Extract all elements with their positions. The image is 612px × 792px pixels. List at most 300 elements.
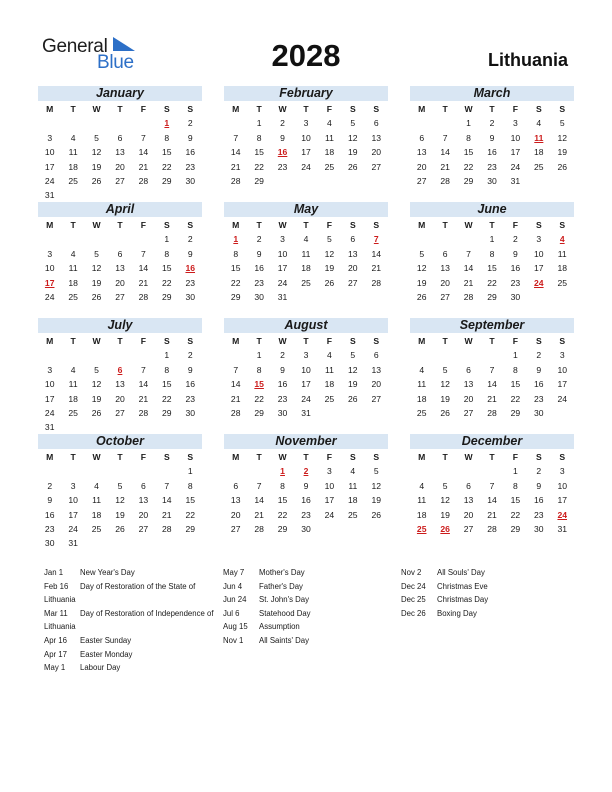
weekday-label: S (187, 452, 194, 462)
day-cell: 28 (371, 277, 382, 288)
day-cell: 12 (115, 495, 125, 506)
day-cell: 30 (487, 175, 497, 186)
day-cell: 22 (510, 393, 521, 404)
day-cell: 24 (301, 393, 311, 404)
day-cell: 2 (256, 234, 262, 245)
weekday-label: M (46, 452, 54, 462)
weekday-label: T (303, 104, 309, 114)
day-cell: 26 (371, 509, 382, 520)
day-cell: 29 (463, 175, 474, 186)
day-cell: 1 (513, 466, 518, 477)
weekday-label: M (46, 336, 54, 346)
day-cell: 24 (301, 161, 311, 172)
day-cell: 18 (416, 509, 427, 520)
holiday-date: Dec 25 (401, 595, 426, 605)
day-cell: 20 (440, 277, 450, 288)
month-header: June (410, 202, 574, 217)
day-cell: 5 (350, 118, 356, 129)
weekday-label: M (46, 104, 54, 114)
weekday-label: W (278, 452, 287, 462)
month-day-grid (38, 102, 202, 203)
day-cell: 9 (187, 248, 193, 259)
weekday-label: W (278, 104, 287, 114)
day-cell: 15 (277, 495, 288, 506)
day-cell: 17 (44, 393, 55, 404)
day-cell: 5 (94, 132, 99, 143)
weekday-label: T (256, 104, 262, 114)
day-cell: 12 (348, 132, 358, 143)
day-cell: 23 (44, 523, 55, 534)
day-cell: 30 (534, 523, 544, 534)
day-cell: 27 (115, 291, 125, 302)
day-cell: 6 (117, 132, 123, 143)
day-cell: 16 (510, 263, 521, 274)
holiday-item (401, 593, 571, 607)
day-cell: 9 (513, 248, 518, 259)
day-cell: 14 (138, 147, 149, 158)
day-cell: 19 (348, 379, 358, 390)
weekday-label: M (418, 452, 426, 462)
day-cell: 5 (327, 234, 332, 245)
holiday-item (223, 620, 393, 634)
day-cell: 1 (164, 350, 170, 361)
holiday-item (44, 607, 216, 634)
month-november (224, 434, 388, 536)
day-cell: 14 (254, 495, 264, 506)
weekday-label: S (373, 336, 380, 346)
day-cell: 20 (463, 509, 474, 520)
day-cell: 14 (487, 495, 497, 506)
weekday-label: T (489, 336, 495, 346)
day-cell: 22 (162, 277, 172, 288)
weekday-label: S (373, 104, 380, 114)
month-day-grid (38, 450, 202, 551)
day-cell: 21 (138, 161, 149, 172)
day-cell: 3 (559, 350, 565, 361)
weekday-label: T (70, 220, 76, 230)
day-cell: 12 (440, 379, 450, 390)
weekday-label: M (232, 220, 240, 230)
day-cell: 31 (44, 190, 55, 201)
day-cell: 25 (68, 291, 78, 302)
day-cell: 20 (115, 393, 125, 404)
day-cell: 24 (557, 393, 568, 404)
holiday-day-cell: 2 (303, 466, 309, 477)
empty-day-cell (85, 116, 108, 130)
holiday-column (401, 566, 571, 620)
day-cell: 2 (187, 234, 193, 245)
weekday-label: S (559, 220, 566, 230)
holiday-date: Nov 1 (223, 635, 244, 645)
day-cell: 9 (536, 364, 542, 375)
empty-day-cell (433, 232, 456, 246)
day-cell: 25 (324, 393, 335, 404)
holiday-date: Jun 4 (223, 581, 243, 591)
weekday-label: T (442, 104, 448, 114)
day-cell: 9 (187, 364, 193, 375)
weekday-label: W (464, 452, 473, 462)
day-cell: 10 (68, 495, 78, 506)
day-cell: 30 (185, 291, 196, 302)
month-december (410, 434, 574, 536)
holiday-column (44, 566, 216, 675)
holiday-day-cell: 4 (559, 234, 565, 245)
day-cell: 21 (230, 393, 241, 404)
weekday-label: F (326, 220, 333, 230)
empty-day-cell (108, 464, 131, 478)
weekday-label: T (489, 104, 495, 114)
day-cell: 4 (94, 480, 99, 491)
day-cell: 30 (185, 175, 196, 186)
day-cell: 17 (277, 263, 288, 274)
day-cell: 3 (303, 118, 309, 129)
day-cell: 27 (463, 523, 474, 534)
day-cell: 12 (91, 263, 102, 274)
day-cell: 28 (138, 291, 149, 302)
empty-day-cell (132, 464, 155, 478)
holiday-name: Labour Day (80, 663, 121, 673)
day-cell: 14 (230, 379, 241, 390)
empty-day-cell (38, 116, 61, 130)
month-july (38, 318, 202, 435)
month-may (224, 202, 388, 304)
day-cell: 11 (301, 248, 311, 259)
weekday-label: T (70, 452, 76, 462)
day-cell: 9 (187, 132, 193, 143)
weekday-label: S (349, 452, 356, 462)
day-cell: 19 (557, 147, 568, 158)
month-day-grid (38, 334, 202, 435)
day-cell: 7 (141, 132, 146, 143)
day-cell: 8 (233, 248, 239, 259)
day-cell: 3 (47, 132, 53, 143)
empty-day-cell (224, 464, 247, 478)
holiday-day-cell: 1 (164, 118, 170, 129)
holiday-day-cell: 25 (416, 523, 427, 534)
month-january (38, 86, 202, 203)
day-cell: 14 (463, 263, 474, 274)
day-cell: 27 (115, 175, 125, 186)
day-cell: 9 (280, 364, 285, 375)
day-cell: 12 (324, 248, 335, 259)
day-cell: 20 (371, 379, 382, 390)
day-cell: 1 (513, 350, 518, 361)
day-cell: 19 (115, 509, 125, 520)
holiday-item (223, 580, 393, 594)
day-cell: 28 (138, 407, 149, 418)
day-cell: 25 (91, 523, 102, 534)
holiday-day-cell: 16 (185, 263, 196, 274)
holiday-name: Day of Restoration of Independence of Lithuania (44, 608, 214, 632)
weekday-label: S (349, 104, 356, 114)
day-cell: 3 (327, 466, 332, 477)
day-cell: 21 (230, 161, 241, 172)
empty-day-cell (61, 116, 84, 130)
day-cell: 31 (301, 407, 311, 418)
day-cell: 28 (487, 407, 497, 418)
holiday-day-cell: 16 (277, 147, 288, 158)
day-cell: 3 (513, 118, 518, 129)
holiday-name: Mother's Day (259, 568, 305, 577)
holiday-name: Day of Restoration of the State of Lithuania (44, 581, 196, 605)
empty-day-cell (85, 464, 108, 478)
holiday-day-cell: 7 (373, 234, 379, 245)
holiday-date: Feb 16 (44, 581, 69, 591)
day-cell: 7 (256, 480, 262, 491)
day-cell: 20 (138, 509, 149, 520)
day-cell: 16 (301, 495, 311, 506)
weekday-label: F (512, 220, 519, 230)
day-cell: 8 (280, 480, 285, 491)
weekday-label: S (559, 336, 566, 346)
month-day-grid (224, 102, 388, 188)
weekday-label: T (303, 336, 309, 346)
day-cell: 31 (557, 523, 568, 534)
day-cell: 27 (371, 393, 382, 404)
empty-day-cell (480, 348, 503, 362)
holiday-day-cell: 24 (534, 277, 544, 288)
month-header: April (38, 202, 202, 217)
weekday-label: W (464, 104, 473, 114)
weekday-label: T (70, 104, 76, 114)
weekday-label: S (187, 336, 194, 346)
day-cell: 21 (487, 393, 497, 404)
day-cell: 26 (348, 161, 358, 172)
day-cell: 20 (371, 147, 382, 158)
day-cell: 30 (44, 538, 55, 549)
day-cell: 25 (68, 407, 78, 418)
day-cell: 31 (68, 538, 78, 549)
holiday-date: May 1 (44, 663, 66, 673)
day-cell: 4 (70, 132, 76, 143)
weekday-label: W (464, 336, 473, 346)
weekday-label: F (512, 336, 519, 346)
day-cell: 5 (117, 480, 123, 491)
day-cell: 29 (185, 523, 196, 534)
day-cell: 9 (47, 495, 53, 506)
day-cell: 26 (557, 161, 568, 172)
day-cell: 29 (162, 175, 172, 186)
day-cell: 16 (277, 379, 288, 390)
day-cell: 29 (510, 407, 521, 418)
day-cell: 24 (44, 407, 55, 418)
day-cell: 25 (301, 277, 311, 288)
day-cell: 19 (440, 393, 450, 404)
holiday-day-cell: 24 (557, 509, 568, 520)
day-cell: 11 (68, 263, 78, 274)
month-day-grid (224, 218, 388, 304)
day-cell: 18 (68, 277, 78, 288)
month-march (410, 86, 574, 188)
day-cell: 2 (513, 234, 518, 245)
holiday-name: Easter Monday (80, 649, 133, 659)
day-cell: 14 (440, 147, 450, 158)
day-cell: 17 (557, 379, 568, 390)
weekday-label: T (117, 452, 123, 462)
weekday-label: T (117, 220, 123, 230)
day-cell: 5 (373, 466, 379, 477)
weekday-label: S (163, 220, 170, 230)
holiday-date: Jan 1 (44, 568, 64, 577)
weekday-label: T (442, 220, 448, 230)
day-cell: 6 (419, 132, 425, 143)
empty-day-cell (108, 348, 131, 362)
day-cell: 16 (44, 509, 55, 520)
holiday-date: May 7 (223, 568, 245, 577)
month-header: September (410, 318, 574, 333)
holiday-day-cell: 17 (44, 277, 55, 288)
day-cell: 20 (416, 161, 427, 172)
day-cell: 12 (440, 495, 450, 506)
holiday-name: Christmas Day (437, 595, 489, 605)
empty-day-cell (38, 464, 61, 478)
day-cell: 20 (115, 161, 125, 172)
holiday-date: Jul 6 (223, 608, 240, 618)
weekday-label: S (535, 452, 542, 462)
month-day-grid (224, 334, 388, 420)
weekday-label: W (278, 336, 287, 346)
day-cell: 1 (164, 234, 170, 245)
day-cell: 18 (348, 495, 358, 506)
day-cell: 27 (230, 523, 241, 534)
day-cell: 21 (371, 263, 382, 274)
day-cell: 4 (70, 364, 76, 375)
day-cell: 8 (513, 364, 518, 375)
day-cell: 29 (510, 523, 521, 534)
day-cell: 9 (303, 480, 309, 491)
day-cell: 7 (466, 248, 471, 259)
holiday-date: Dec 24 (401, 581, 426, 591)
day-cell: 21 (138, 277, 149, 288)
day-cell: 23 (277, 393, 288, 404)
day-cell: 8 (466, 132, 471, 143)
empty-day-cell (433, 464, 456, 478)
day-cell: 27 (138, 523, 149, 534)
day-cell: 8 (164, 248, 170, 259)
day-cell: 19 (416, 277, 427, 288)
day-cell: 10 (44, 147, 55, 158)
day-cell: 10 (301, 364, 311, 375)
day-cell: 30 (510, 291, 521, 302)
day-cell: 15 (230, 263, 241, 274)
day-cell: 3 (280, 234, 285, 245)
day-cell: 8 (164, 364, 170, 375)
month-header: November (224, 434, 388, 449)
day-cell: 20 (348, 263, 358, 274)
day-cell: 22 (254, 161, 264, 172)
empty-day-cell (410, 464, 433, 478)
day-cell: 30 (185, 407, 196, 418)
holiday-name: All Saints' Day (259, 635, 310, 645)
day-cell: 1 (256, 118, 262, 129)
holiday-name: Easter Sunday (80, 635, 132, 645)
holiday-date: Apr 17 (44, 649, 67, 659)
day-cell: 15 (487, 263, 497, 274)
weekday-label: F (326, 104, 333, 114)
month-day-grid (410, 334, 574, 420)
day-cell: 10 (557, 480, 568, 491)
empty-day-cell (132, 348, 155, 362)
weekday-label: F (140, 452, 147, 462)
day-cell: 23 (185, 393, 196, 404)
holiday-date: Aug 15 (223, 622, 248, 632)
day-cell: 9 (280, 132, 285, 143)
weekday-label: S (349, 220, 356, 230)
day-cell: 1 (256, 350, 262, 361)
day-cell: 18 (68, 393, 78, 404)
day-cell: 28 (463, 291, 474, 302)
month-header: December (410, 434, 574, 449)
day-cell: 9 (536, 480, 542, 491)
day-cell: 29 (162, 407, 172, 418)
holiday-item (223, 566, 393, 580)
day-cell: 14 (371, 248, 382, 259)
day-cell: 4 (536, 118, 542, 129)
day-cell: 16 (534, 495, 544, 506)
day-cell: 11 (68, 147, 78, 158)
day-cell: 13 (440, 263, 450, 274)
day-cell: 13 (230, 495, 241, 506)
day-cell: 6 (117, 248, 123, 259)
day-cell: 21 (463, 277, 474, 288)
holiday-date: Dec 26 (401, 608, 426, 618)
day-cell: 25 (534, 161, 544, 172)
weekday-label: M (232, 452, 240, 462)
holiday-item (223, 634, 393, 648)
weekday-label: M (418, 336, 426, 346)
day-cell: 10 (44, 379, 55, 390)
day-cell: 29 (230, 291, 241, 302)
weekday-label: S (187, 104, 194, 114)
day-cell: 18 (91, 509, 102, 520)
weekday-label: T (489, 220, 495, 230)
empty-day-cell (108, 116, 131, 130)
day-cell: 12 (416, 263, 427, 274)
day-cell: 2 (536, 466, 542, 477)
empty-day-cell (85, 232, 108, 246)
holiday-date: Jun 24 (223, 595, 247, 605)
day-cell: 2 (280, 350, 285, 361)
day-cell: 23 (185, 277, 196, 288)
month-day-grid (224, 450, 388, 536)
holiday-name: St. John's Day (259, 595, 310, 605)
day-cell: 28 (230, 175, 241, 186)
day-cell: 19 (440, 509, 450, 520)
empty-day-cell (410, 348, 433, 362)
weekday-label: S (187, 220, 194, 230)
day-cell: 17 (301, 147, 311, 158)
day-cell: 10 (324, 480, 335, 491)
day-cell: 4 (419, 480, 425, 491)
day-cell: 23 (301, 509, 311, 520)
month-day-grid (410, 450, 574, 536)
day-cell: 2 (47, 480, 53, 491)
day-cell: 3 (70, 480, 76, 491)
empty-day-cell (433, 348, 456, 362)
weekday-label: S (559, 104, 566, 114)
holiday-name: Assumption (259, 622, 300, 632)
weekday-label: M (46, 220, 54, 230)
holiday-day-cell: 1 (233, 234, 239, 245)
holiday-item (44, 580, 216, 607)
holiday-item (223, 593, 393, 607)
day-cell: 15 (185, 495, 196, 506)
day-cell: 13 (115, 263, 125, 274)
day-cell: 6 (350, 234, 356, 245)
day-cell: 27 (115, 407, 125, 418)
day-cell: 6 (442, 248, 448, 259)
day-cell: 16 (534, 379, 544, 390)
